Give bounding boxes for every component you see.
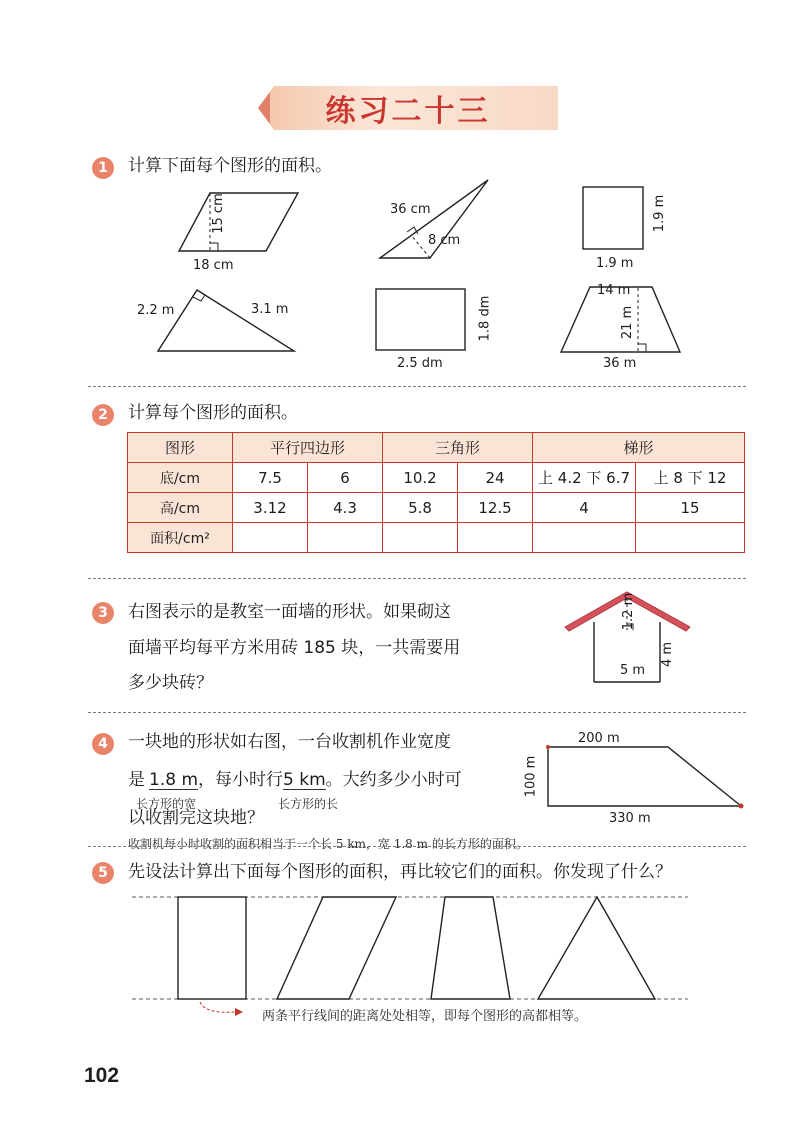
label-field-bottom: 330 m bbox=[609, 811, 651, 826]
q3-line-3: 多少块砖？ bbox=[128, 673, 213, 693]
table-row-header: 底/cm bbox=[128, 463, 233, 493]
label-para-height: 15 cm bbox=[210, 193, 226, 234]
q4-text-part: ，每小时行 bbox=[198, 770, 283, 790]
q4-text-part: 是 bbox=[128, 770, 145, 790]
table-cell: 3.12 bbox=[233, 493, 308, 523]
table-header-cell: 图形 bbox=[128, 433, 233, 463]
label-wall-height: 4 m bbox=[660, 641, 676, 668]
label-tri-side: 36 cm bbox=[390, 202, 431, 217]
q5-note: 两条平行线间的距离处处相等，即每个图形的高都相等。 bbox=[262, 1009, 588, 1024]
q4-line-3: 以收割完这块地？ bbox=[128, 808, 264, 828]
label-square-side-h: 1.9 m bbox=[596, 256, 634, 271]
label-square-side-v: 1.9 m bbox=[652, 194, 668, 233]
table-cell: 15 bbox=[636, 493, 745, 523]
table-header-cell: 三角形 bbox=[383, 433, 533, 463]
q5-triangle bbox=[538, 897, 655, 999]
table-cell: 上 4.2 下 6.7 bbox=[533, 463, 636, 493]
question-number-2: 2 bbox=[92, 404, 114, 426]
label-trap-h: 21 m bbox=[620, 305, 636, 340]
table-row-header: 高/cm bbox=[128, 493, 233, 523]
table-cell: 6 bbox=[308, 463, 383, 493]
label-wall-width: 5 m bbox=[620, 663, 646, 678]
table-cell: 5.8 bbox=[383, 493, 458, 523]
q4-width-value: 1.8 m bbox=[149, 770, 198, 790]
label-wall-roof: 1.2 m bbox=[621, 592, 637, 631]
question-number-4: 4 bbox=[92, 733, 114, 755]
question-number-5: 5 bbox=[92, 862, 114, 884]
label-trap-top: 14 m bbox=[597, 283, 631, 298]
label-trap-bottom: 36 m bbox=[603, 356, 637, 371]
page-number: 102 bbox=[84, 1064, 120, 1087]
label-field-left: 100 m bbox=[523, 755, 539, 798]
table-cell: 7.5 bbox=[233, 463, 308, 493]
table-cell: 12.5 bbox=[458, 493, 533, 523]
table-row-header: 面积/cm² bbox=[128, 523, 233, 553]
q4-note-length: 长方形的长 bbox=[278, 797, 339, 811]
q4-note-width: 长方形的宽 bbox=[136, 797, 197, 811]
q3-line-2: 面墙平均每平方米用砖 185 块，一共需要用 bbox=[128, 638, 461, 658]
label-rt-leg1: 2.2 m bbox=[137, 303, 175, 318]
label-rt-leg2: 3.1 m bbox=[251, 302, 289, 317]
table-cell: 24 bbox=[458, 463, 533, 493]
q5-rectangle bbox=[178, 897, 246, 999]
question-number-1: 1 bbox=[92, 157, 114, 179]
q3-line-1: 右图表示的是教室一面墙的形状。如果砌这 bbox=[128, 602, 451, 622]
label-tri-height: 8 cm bbox=[428, 233, 461, 248]
q5-trapezoid bbox=[431, 897, 510, 999]
q5-parallelogram bbox=[277, 897, 396, 999]
q4-text-part: 。大约多少小时可 bbox=[325, 770, 462, 790]
q4-note-area: 收割机每小时收割的面积相当于一个长 5 km，宽 1.8 m 的长方形的面积。 bbox=[128, 837, 528, 851]
table-cell: 10.2 bbox=[383, 463, 458, 493]
question-number-3: 3 bbox=[92, 602, 114, 624]
table-header-cell: 梯形 bbox=[533, 433, 745, 463]
table-cell: 4.3 bbox=[308, 493, 383, 523]
q5-text: 先设法计算出下面每个图形的面积，再比较它们的面积。你发现了什么？ bbox=[128, 862, 672, 882]
q4-speed-value: 5 km bbox=[283, 770, 326, 790]
label-para-base: 18 cm bbox=[193, 258, 234, 273]
table-cell: 上 8 下 12 bbox=[636, 463, 745, 493]
table-cell: 4 bbox=[533, 493, 636, 523]
label-rect-h: 1.8 dm bbox=[477, 295, 493, 342]
q1-text: 计算下面每个图形的面积。 bbox=[128, 156, 332, 176]
label-field-top: 200 m bbox=[578, 731, 620, 746]
q4-line-1: 一块地的形状如右图，一台收割机作业宽度 bbox=[128, 732, 451, 752]
q2-text: 计算每个图形的面积。 bbox=[128, 403, 298, 423]
label-rect-w: 2.5 dm bbox=[397, 356, 443, 371]
table-header-cell: 平行四边形 bbox=[233, 433, 383, 463]
page-title: 练习二十三 bbox=[325, 94, 491, 129]
